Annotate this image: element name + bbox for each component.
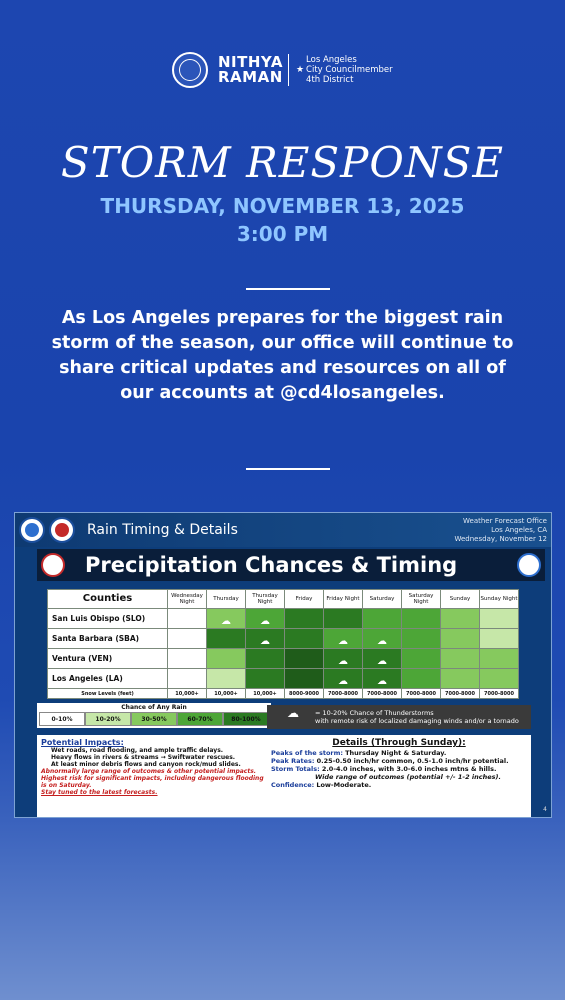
snow-levels-row — [48, 689, 519, 699]
confidence-label: Confidence: — [271, 781, 315, 789]
rain-chance-cell — [207, 629, 246, 649]
legend-item: 80-100% — [223, 712, 269, 726]
legend-item: 10-20% — [85, 712, 131, 726]
totals-label: Storm Totals: — [271, 765, 320, 773]
thunderstorm-icon: ☁ — [377, 636, 387, 647]
divider-bottom — [246, 468, 330, 470]
rain-chance-cell — [246, 609, 285, 629]
wfo-line1: Weather Forecast Office — [463, 517, 547, 525]
snow-level-cell: 7000-8000 — [402, 689, 441, 699]
totals-value: 2.0-4.0 inches, with 3.0-6.0 inches mtns & hills. — [321, 765, 497, 773]
thunderstorm-icon: ☁ — [338, 636, 348, 647]
county-row — [48, 609, 519, 629]
role-line2: City Councilmember — [306, 65, 393, 75]
period-header: Wednesday Night — [168, 590, 207, 609]
council-name — [218, 55, 283, 85]
rain-chance-cell — [246, 649, 285, 669]
rain-chance-cell — [168, 629, 207, 649]
thunderstorm-icon: ☁ — [338, 676, 348, 687]
counties-header: Counties — [48, 590, 168, 609]
legend-item: 60-70% — [177, 712, 223, 726]
rain-chance-cell — [363, 609, 402, 629]
council-role — [306, 55, 393, 85]
name-line2: RAMAN — [218, 68, 283, 86]
county-name: Los Angeles (LA) — [48, 669, 168, 689]
rain-chance-cell — [363, 669, 402, 689]
rain-chance-cell — [207, 669, 246, 689]
rain-chance-cell — [285, 669, 324, 689]
legend-item: 30-50% — [131, 712, 177, 726]
rain-chance-cell — [402, 649, 441, 669]
snow-level-cell: 7000-8000 — [441, 689, 480, 699]
rain-chance-cell — [324, 649, 363, 669]
rain-chance-legend — [37, 703, 271, 728]
period-header: Friday — [285, 590, 324, 609]
peaks-label: Peaks of the storm: — [271, 749, 343, 757]
rain-chance-cell — [402, 629, 441, 649]
impacts-cta: Stay tuned to the latest forecasts. — [41, 789, 158, 796]
wfo-line2: Los Angeles, CA — [491, 526, 547, 534]
rates-value: 0.25-0.50 inch/hr common, 0.5-1.0 inch/hr potential. — [316, 757, 509, 765]
rain-chance-cell — [480, 669, 519, 689]
noaa-banner-logo-icon — [517, 553, 541, 577]
legend-item: 0-10% — [39, 712, 85, 726]
peaks-value: Thursday Night & Saturday. — [345, 749, 447, 757]
header-divider — [288, 54, 289, 86]
slide-page-number: 4 — [543, 806, 547, 813]
rain-chance-cell — [207, 649, 246, 669]
date-time — [0, 192, 565, 248]
slide-title: Rain Timing & Details — [87, 522, 238, 538]
date-text: THURSDAY, NOVEMBER 13, 2025 — [100, 194, 465, 218]
confidence-value: Low-Moderate. — [316, 781, 372, 789]
period-header: Sunday — [441, 590, 480, 609]
rain-chance-cell — [480, 629, 519, 649]
wfo-line3: Wednesday, November 12 — [454, 535, 547, 543]
thunderstorm-icon: ☁ — [221, 616, 231, 627]
county-name: San Luis Obispo (SLO) — [48, 609, 168, 629]
snow-levels-label: Snow Levels (feet) — [48, 689, 168, 699]
county-name: Santa Barbara (SBA) — [48, 629, 168, 649]
rain-chance-cell — [324, 609, 363, 629]
precip-banner — [37, 549, 545, 581]
thunder-note-line1: = 10-20% Chance of Thunderstorms — [315, 709, 434, 717]
snow-level-cell: 7000-8000 — [480, 689, 519, 699]
thunderstorm-icon: ☁ — [338, 656, 348, 667]
thunderstorm-icon: ☁ — [287, 706, 299, 720]
rain-chance-cell — [402, 609, 441, 629]
county-name: Ventura (VEN) — [48, 649, 168, 669]
snow-level-cell: 10,000+ — [207, 689, 246, 699]
thunder-note — [267, 705, 531, 729]
thunderstorm-icon: ☁ — [260, 616, 270, 627]
impact-item: Wet roads, road flooding, and ample traffic delays. — [51, 747, 224, 754]
snow-level-cell: 7000-8000 — [324, 689, 363, 699]
rain-chance-cell — [441, 609, 480, 629]
rain-chance-cell — [324, 669, 363, 689]
peaks-line — [271, 749, 527, 757]
city-seal-icon — [172, 52, 208, 88]
rain-chance-cell — [363, 649, 402, 669]
page-title: STORM RESPONSE — [60, 138, 505, 187]
county-row — [48, 629, 519, 649]
noaa-logo-icon — [19, 517, 45, 543]
thunderstorm-icon: ☁ — [377, 656, 387, 667]
rates-label: Peak Rates: — [271, 757, 315, 765]
legend-title: Chance of Any Rain — [121, 704, 187, 711]
impact-item: Heavy flows in rivers & streams → Swiftwater rescues. — [51, 754, 236, 761]
rain-chance-cell — [441, 669, 480, 689]
snow-level-cell: 7000-8000 — [363, 689, 402, 699]
rain-chance-cell — [246, 629, 285, 649]
wfo-info — [454, 517, 547, 544]
county-row — [48, 669, 519, 689]
role-line1: Los Angeles — [306, 55, 357, 65]
snow-level-cell: 10,000+ — [246, 689, 285, 699]
header — [172, 52, 393, 88]
rain-chance-cell — [246, 669, 285, 689]
slide-header — [15, 513, 551, 547]
county-row — [48, 649, 519, 669]
rain-chance-cell — [441, 649, 480, 669]
rain-chance-cell — [480, 609, 519, 629]
rain-chance-cell — [402, 669, 441, 689]
impacts-warning: Abnormally large range of outcomes & other potential impacts. Highest risk for significant impacts, including dangerous flooding is on Saturday. — [41, 768, 264, 789]
rain-chance-cell — [441, 629, 480, 649]
storm-details — [267, 735, 531, 817]
rain-chance-cell — [168, 609, 207, 629]
snow-level-cell: 8000-9000 — [285, 689, 324, 699]
rates-line — [271, 757, 527, 765]
rain-chance-cell — [207, 609, 246, 629]
range-note: Wide range of outcomes (potential +/- 1-2 inches). — [315, 773, 501, 781]
impacts-title: Potential Impacts: — [41, 738, 124, 747]
precip-table — [47, 589, 519, 699]
name-line1: NITHYA — [218, 53, 283, 71]
intro-text: As Los Angeles prepares for the biggest rain storm of the season, our office will continue to share critical updates and resources on all of our accounts at @cd4losangeles. — [51, 308, 514, 403]
snow-level-cell: 10,000+ — [168, 689, 207, 699]
period-header: Friday Night — [324, 590, 363, 609]
rain-chance-cell — [168, 669, 207, 689]
thunder-note-line2: with remote risk of localized damaging winds and/or a tornado — [315, 717, 519, 725]
forecast-slide-image — [14, 512, 552, 818]
rain-chance-cell — [324, 629, 363, 649]
rain-chance-cell — [285, 649, 324, 669]
star-icon: ★ — [295, 65, 305, 75]
details-title: Details (Through Sunday): — [332, 738, 466, 748]
role-line3: 4th District — [306, 75, 354, 85]
rain-chance-cell — [285, 629, 324, 649]
precip-banner-title: Precipitation Chances & Timing — [85, 553, 458, 577]
period-header: Sunday Night — [480, 590, 519, 609]
period-header: Thursday Night — [246, 590, 285, 609]
nws-banner-logo-icon — [41, 553, 65, 577]
rain-chance-cell — [168, 649, 207, 669]
potential-impacts — [37, 735, 271, 817]
thunderstorm-icon: ☁ — [377, 676, 387, 687]
time-text: 3:00 PM — [236, 222, 329, 246]
divider-top — [246, 288, 330, 290]
confidence-line — [271, 781, 527, 789]
thunderstorm-icon: ☁ — [260, 636, 270, 647]
period-header: Saturday — [363, 590, 402, 609]
period-header: Saturday Night — [402, 590, 441, 609]
impact-item: At least minor debris flows and canyon rock/mud slides. — [51, 761, 241, 768]
rain-chance-cell — [285, 609, 324, 629]
rain-chance-cell — [480, 649, 519, 669]
nws-logo-icon — [49, 517, 75, 543]
totals-line — [271, 765, 527, 773]
period-header: Thursday — [207, 590, 246, 609]
rain-chance-cell — [363, 629, 402, 649]
